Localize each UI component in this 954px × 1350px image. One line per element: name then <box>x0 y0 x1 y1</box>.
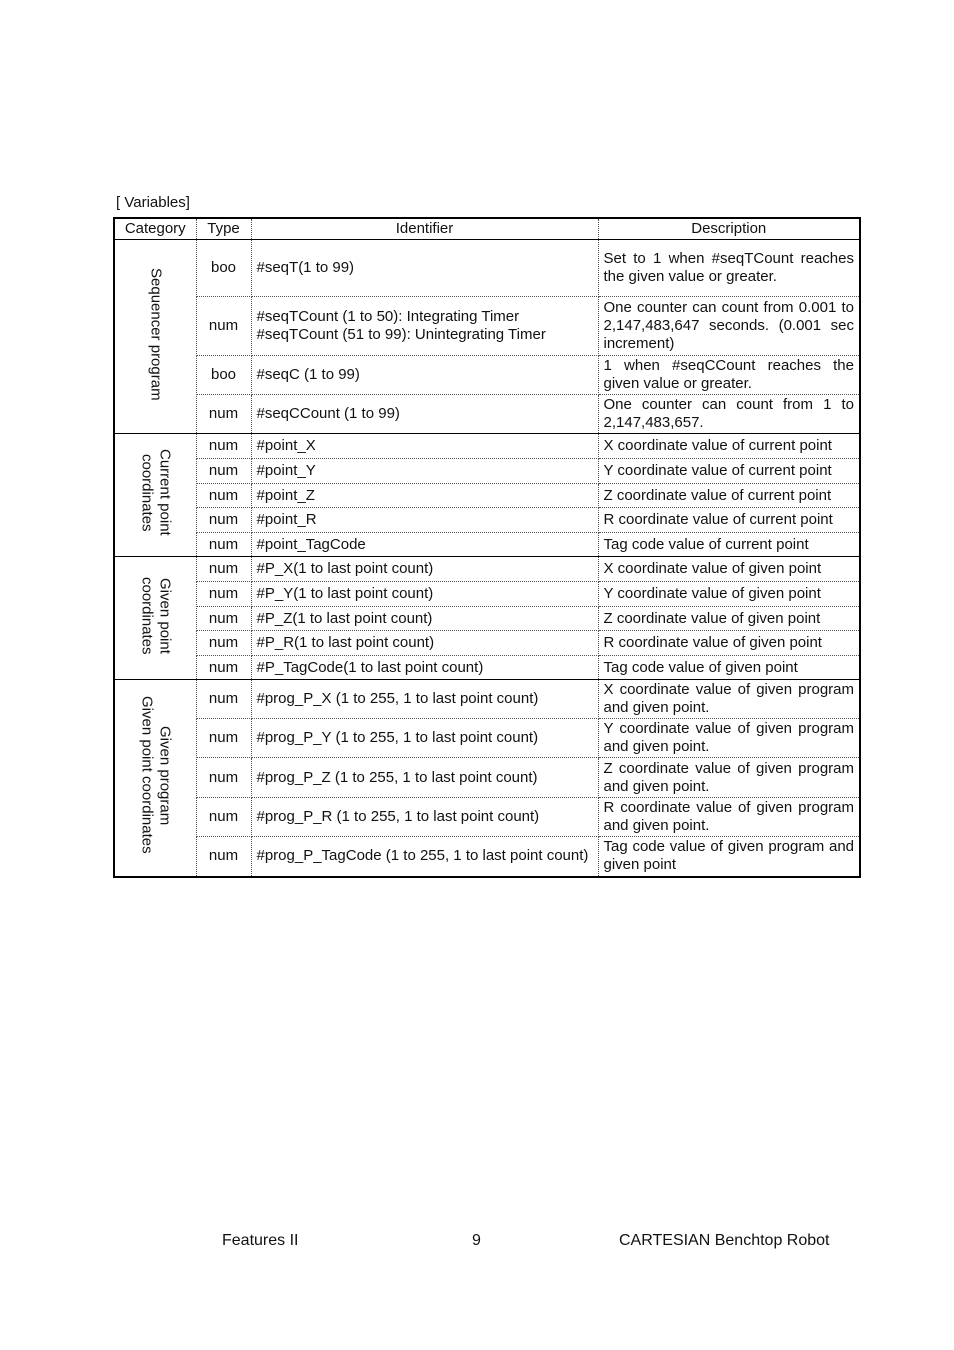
section-title: [ Variables] <box>116 194 190 211</box>
header-category: Category <box>114 218 196 240</box>
identifier-cell <box>251 582 598 607</box>
type-cell: boo <box>196 356 251 395</box>
identifier-cell <box>251 758 598 798</box>
identifier-cell <box>251 798 598 837</box>
category-line: Given point <box>156 577 174 654</box>
identifier-line: #P_R(1 to last point count) <box>256 634 435 651</box>
description-cell: Tag code value of given point <box>598 656 860 680</box>
table-row <box>114 297 860 356</box>
header-identifier: Identifier <box>251 218 598 240</box>
table-row <box>114 607 860 631</box>
identifier-cell <box>251 607 598 631</box>
identifier-cell <box>251 680 598 719</box>
table-row <box>114 557 860 582</box>
category-label <box>137 696 173 854</box>
identifier-line: #point_Y <box>256 462 316 479</box>
identifier-cell <box>251 656 598 680</box>
identifier-line: #seqTCount (51 to 99): Unintegrating Timer <box>256 326 546 343</box>
type-cell: num <box>196 484 251 508</box>
identifier-cell <box>251 459 598 484</box>
type-cell: num <box>196 557 251 582</box>
header-description: Description <box>598 218 860 240</box>
type-cell: num <box>196 297 251 356</box>
type-cell: num <box>196 798 251 837</box>
table-body <box>114 240 860 877</box>
description-cell: R coordinate value of current point <box>598 508 860 533</box>
category-line: coordinates <box>138 453 156 532</box>
table-row <box>114 758 860 798</box>
category-label <box>137 449 173 536</box>
description-cell: Y coordinate value of given point <box>598 582 860 607</box>
type-cell: num <box>196 582 251 607</box>
variables-table <box>113 217 861 878</box>
identifier-line: #prog_P_Y (1 to 255, 1 to last point count) <box>256 729 539 746</box>
identifier-line: #seqTCount (1 to 50): Integrating Timer <box>256 308 520 325</box>
identifier-line: #seqT(1 to 99) <box>256 259 355 276</box>
type-cell: boo <box>196 240 251 297</box>
description-cell: 1 when #seqCCount reaches the given value or greater. <box>598 356 860 395</box>
table-header-row <box>114 218 860 240</box>
header-type: Type <box>196 218 251 240</box>
identifier-cell <box>251 240 598 297</box>
identifier-cell <box>251 297 598 356</box>
footer-left: Features II <box>222 1232 299 1249</box>
description-cell: Set to 1 when #seqTCount reaches the given value or greater. <box>598 240 860 297</box>
table-row <box>114 837 860 877</box>
category-line: Given point coordinates <box>138 696 156 855</box>
type-cell: num <box>196 395 251 434</box>
page-number: 9 <box>472 1232 481 1249</box>
type-cell: num <box>196 607 251 631</box>
description-cell: X coordinate value of given program and given point. <box>598 680 860 719</box>
category-label <box>137 577 173 655</box>
table-row <box>114 719 860 758</box>
description-cell: Z coordinate value of given program and given point. <box>598 758 860 798</box>
category-line: Sequencer program <box>147 267 165 401</box>
description-cell: Tag code value of given program and given point <box>598 837 860 877</box>
identifier-cell <box>251 484 598 508</box>
identifier-cell <box>251 395 598 434</box>
identifier-line: #P_TagCode(1 to last point count) <box>256 658 484 676</box>
identifier-line: #point_X <box>256 437 316 454</box>
description-cell: One counter can count from 1 to 2,147,483,657. <box>598 395 860 434</box>
identifier-line: #P_X(1 to last point count) <box>256 560 434 577</box>
description-cell: X coordinate value of given point <box>598 557 860 582</box>
type-cell: num <box>196 656 251 680</box>
type-cell: num <box>196 508 251 533</box>
identifier-line: #seqC (1 to 99) <box>256 366 360 383</box>
description-cell: Tag code value of current point <box>598 533 860 557</box>
table-row <box>114 798 860 837</box>
category-line: coordinates <box>138 576 156 655</box>
table-row <box>114 484 860 508</box>
type-cell: num <box>196 719 251 758</box>
identifier-cell <box>251 434 598 459</box>
identifier-cell <box>251 719 598 758</box>
table-row <box>114 434 860 459</box>
table-row <box>114 680 860 719</box>
table-row <box>114 656 860 680</box>
identifier-line: #seqCCount (1 to 99) <box>256 405 400 422</box>
description-cell: One counter can count from 0.001 to 2,147,483,647 seconds. (0.001 sec increment) <box>598 297 860 356</box>
description-cell: Z coordinate value of current point <box>598 484 860 508</box>
description-cell: Z coordinate value of given point <box>598 607 860 631</box>
identifier-line: #P_Y(1 to last point count) <box>256 585 434 602</box>
identifier-line: #prog_P_Z (1 to 255, 1 to last point count) <box>256 768 538 786</box>
identifier-cell <box>251 837 598 877</box>
table-row <box>114 240 860 297</box>
description-cell: Y coordinate value of given program and given point. <box>598 719 860 758</box>
identifier-line: #point_TagCode <box>256 535 366 553</box>
identifier-cell <box>251 631 598 656</box>
category-cell <box>114 680 196 877</box>
identifier-cell <box>251 356 598 395</box>
table-row <box>114 508 860 533</box>
identifier-line: #P_Z(1 to last point count) <box>256 609 433 627</box>
table-row <box>114 356 860 395</box>
table-row <box>114 459 860 484</box>
table-row <box>114 395 860 434</box>
category-cell <box>114 557 196 680</box>
identifier-line: #point_Z <box>256 486 315 504</box>
type-cell: num <box>196 631 251 656</box>
footer-right: CARTESIAN Benchtop Robot <box>619 1232 830 1249</box>
identifier-line: #prog_P_TagCode (1 to 255, 1 to last point count) <box>256 847 589 865</box>
table-row <box>114 631 860 656</box>
type-cell: num <box>196 837 251 877</box>
category-cell <box>114 434 196 557</box>
type-cell: num <box>196 434 251 459</box>
category-line: Given program <box>156 725 174 825</box>
identifier-line: #prog_P_X (1 to 255, 1 to last point count) <box>256 690 539 707</box>
description-cell: R coordinate value of given point <box>598 631 860 656</box>
type-cell: num <box>196 680 251 719</box>
type-cell: num <box>196 758 251 798</box>
category-label <box>146 268 164 401</box>
identifier-cell <box>251 508 598 533</box>
identifier-line: #prog_P_R (1 to 255, 1 to last point count) <box>256 808 540 825</box>
description-cell: Y coordinate value of current point <box>598 459 860 484</box>
identifier-cell <box>251 557 598 582</box>
type-cell: num <box>196 459 251 484</box>
description-cell: R coordinate value of given program and given point. <box>598 798 860 837</box>
table-row <box>114 582 860 607</box>
category-cell <box>114 240 196 434</box>
identifier-line: #point_R <box>256 511 317 528</box>
category-line: Current point <box>156 449 174 536</box>
description-cell: X coordinate value of current point <box>598 434 860 459</box>
identifier-cell <box>251 533 598 557</box>
table-row <box>114 533 860 557</box>
type-cell: num <box>196 533 251 557</box>
